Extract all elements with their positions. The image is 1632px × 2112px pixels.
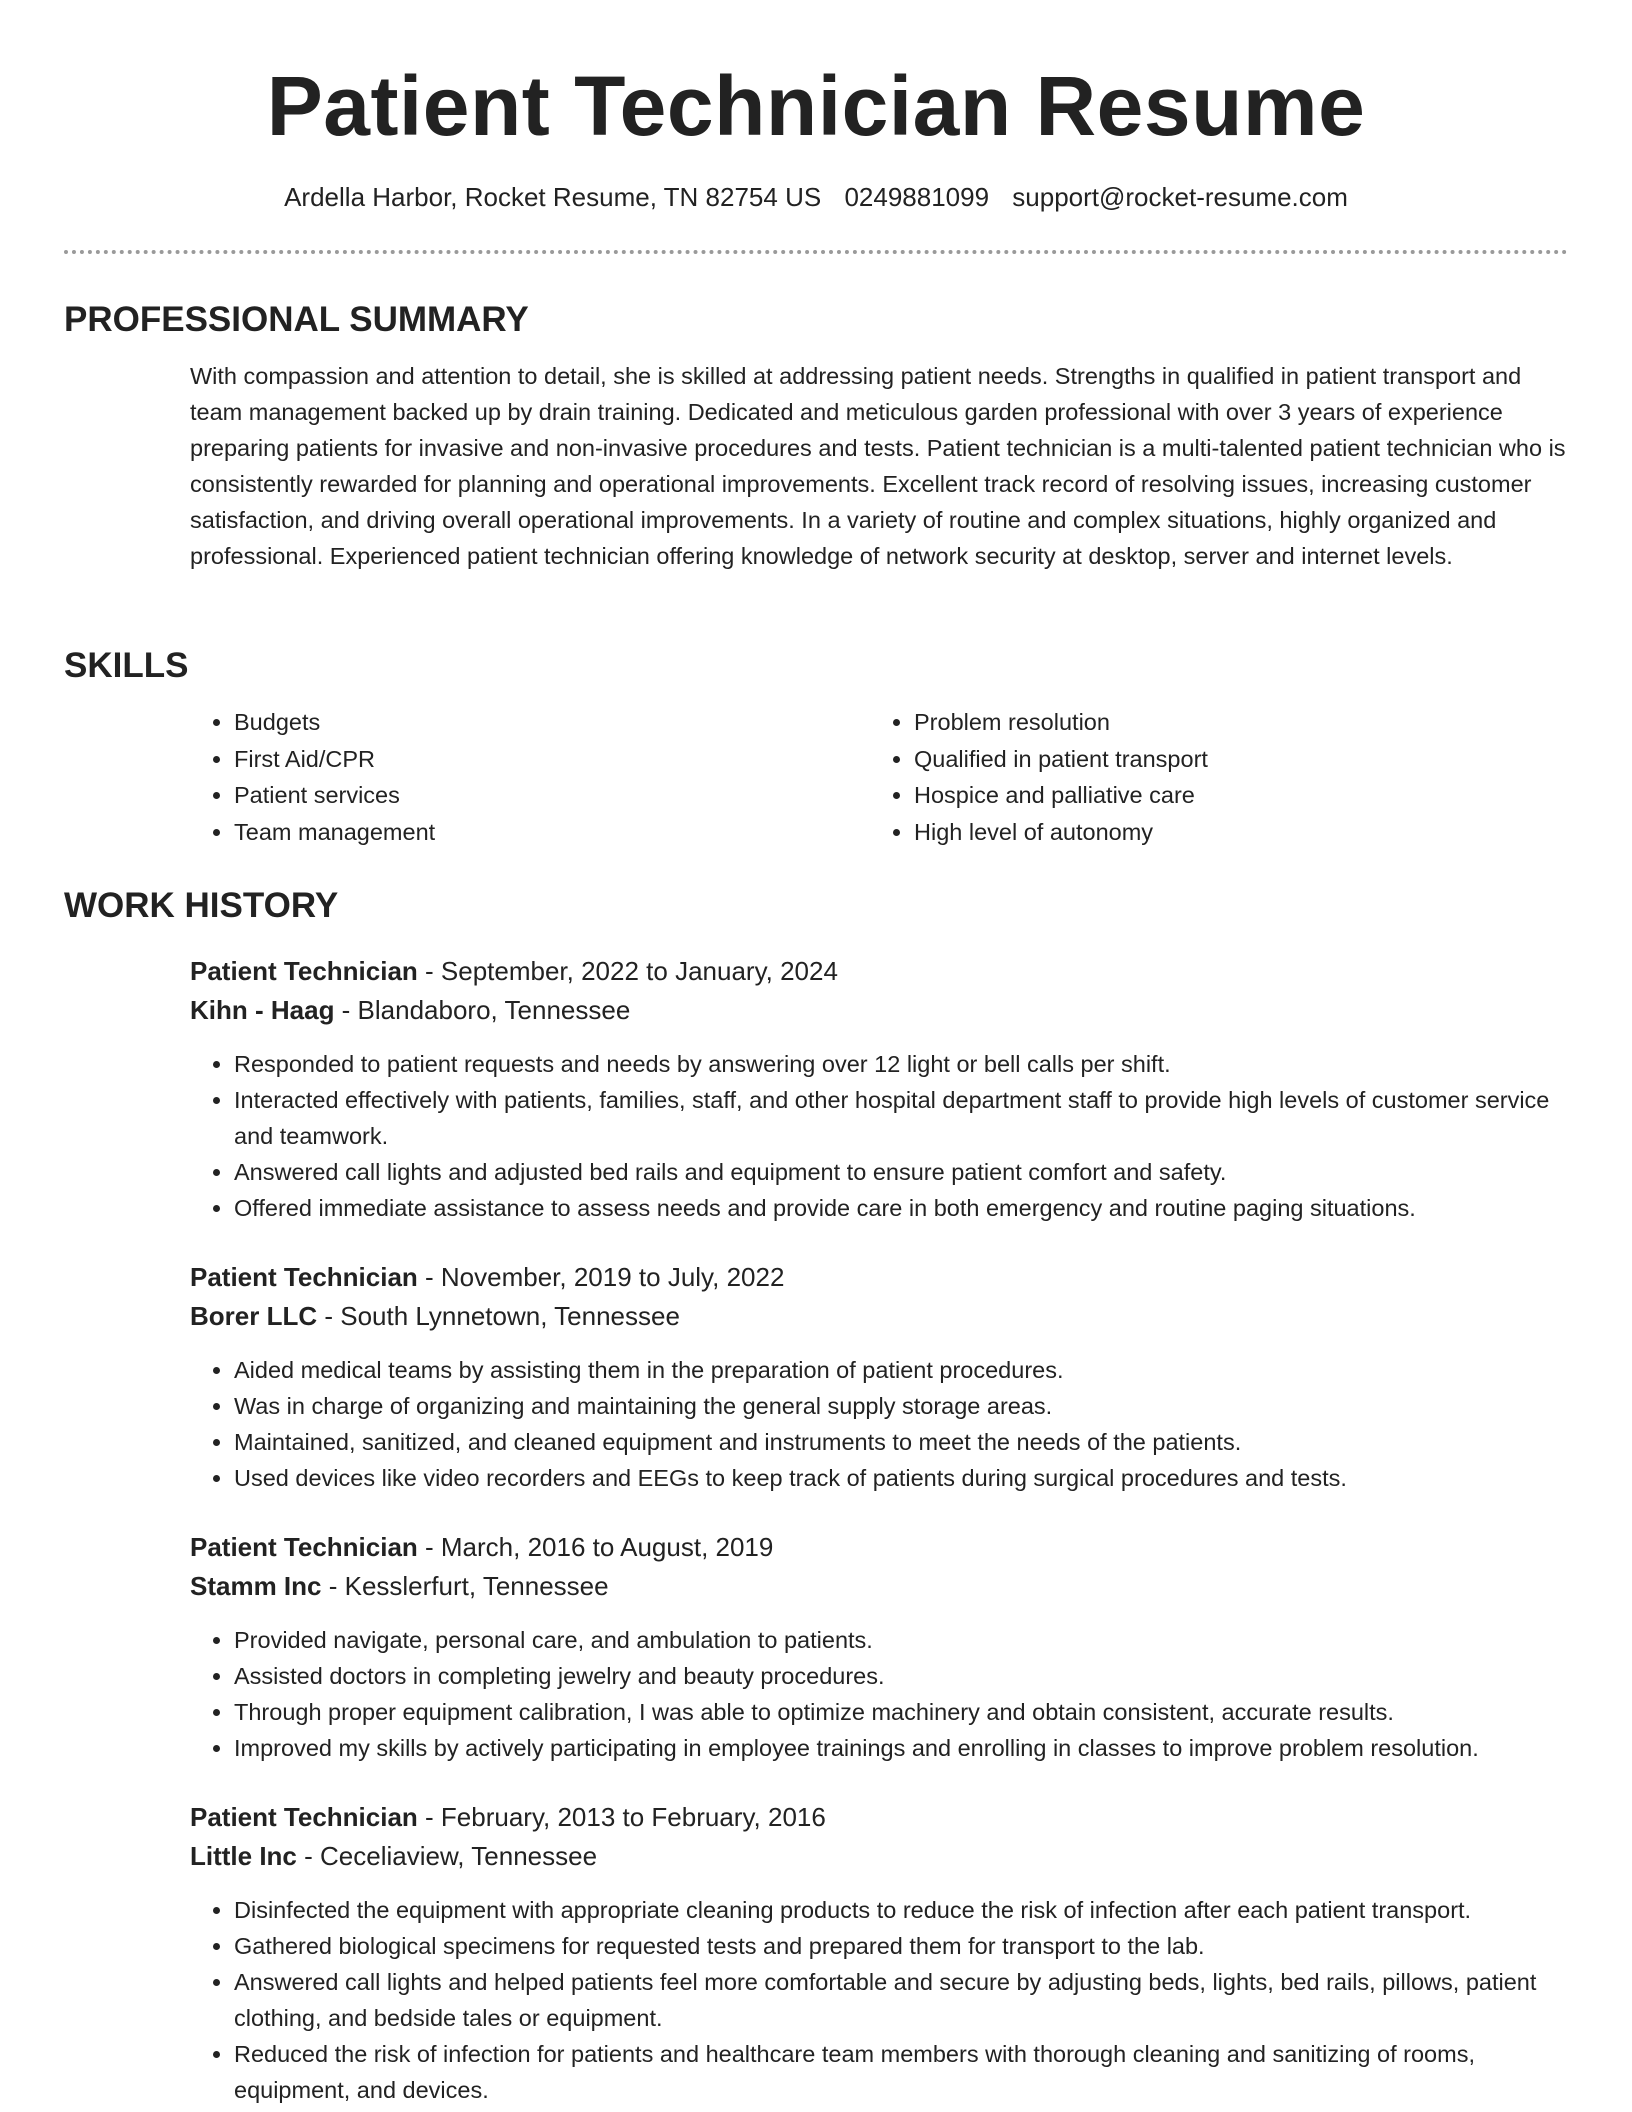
skill-item: • First Aid/CPR xyxy=(234,741,870,778)
summary-section xyxy=(64,298,1568,574)
job-company-line xyxy=(190,1297,1568,1336)
job-title-line xyxy=(190,1258,1568,1297)
job-location: - South Lynnetown, Tennessee xyxy=(317,1301,680,1331)
job-title-line xyxy=(190,952,1568,991)
skill-item: • Problem resolution xyxy=(914,704,1550,741)
duty-item: • Assisted doctors in completing jewelry and beauty procedures. xyxy=(234,1658,1568,1694)
summary-heading: PROFESSIONAL SUMMARY xyxy=(64,300,529,339)
skill-item: • Budgets xyxy=(234,704,870,741)
duty-item: • Was in charge of organizing and maintaining the general supply storage areas. xyxy=(234,1388,1568,1424)
resume-title: Patient Technician Resume xyxy=(266,59,1366,153)
skill-item: • Patient services xyxy=(234,777,870,814)
job-duties xyxy=(190,1046,1568,1226)
job-company-line xyxy=(190,1837,1568,1876)
job-dates: - March, 2016 to August, 2019 xyxy=(417,1532,774,1562)
job-location: - Ceceliaview, Tennessee xyxy=(296,1841,598,1871)
duty-item: • Responded to patient requests and needs by answering over 12 light or bell calls per shift. xyxy=(234,1046,1568,1082)
job-title: Patient Technician xyxy=(190,1262,418,1292)
job-duties xyxy=(190,1352,1568,1496)
job-entry xyxy=(64,952,1568,1226)
job-company: Kihn - Haag xyxy=(190,995,335,1025)
skills-heading: SKILLS xyxy=(64,646,189,685)
job-title: Patient Technician xyxy=(190,1532,418,1562)
skills-grid xyxy=(190,704,1568,850)
summary-body xyxy=(190,358,1568,574)
work-history-heading: WORK HISTORY xyxy=(64,886,339,925)
summary-text: With compassion and attention to detail, she is skilled at addressing patient needs. Strengths in qualified in patient transport and team management backed up by drain training. Dedicated and meticulous garden professional with over 3 years of experience preparing patients for invasive and non-invasive procedures and tests. Patient technician is a multi-talented patient technician who is consistently rewarded for planning and operational improvements. Excellent track record of resolving issues, increasing customer satisfaction, and driving overall operational improvements. In a variety of routine and complex situations, highly organized and professional. Experienced patient technician offering knowledge of network security at desktop, server and internet levels. xyxy=(190,363,1566,569)
job-dates: - February, 2013 to February, 2016 xyxy=(417,1802,826,1832)
skill-item: • High level of autonomy xyxy=(914,814,1550,851)
contact-address: Ardella Harbor, Rocket Resume, TN 82754 US xyxy=(284,182,822,212)
skill-item: • Qualified in patient transport xyxy=(914,741,1550,778)
duty-item: • Through proper equipment calibration, I was able to optimize machinery and obtain consistent, accurate results. xyxy=(234,1694,1568,1730)
contact-email: support@rocket-resume.com xyxy=(1012,182,1348,212)
job-dates: - November, 2019 to July, 2022 xyxy=(417,1262,785,1292)
work-history-section xyxy=(64,884,1568,928)
job-title-line xyxy=(190,1528,1568,1567)
contact-phone: 0249881099 xyxy=(844,182,990,212)
job-duties xyxy=(190,1622,1568,1766)
contact-line xyxy=(64,180,1568,214)
header-divider xyxy=(64,250,1568,254)
duty-item: • Maintained, sanitized, and cleaned equipment and instruments to meet the needs of the patients. xyxy=(234,1424,1568,1460)
resume-page xyxy=(64,0,1568,2103)
duty-item: • Reduced the risk of infection for patients and healthcare team members with thorough cleaning and sanitizing of rooms, equipment, and devices. xyxy=(234,2036,1568,2108)
job-location: - Kesslerfurt, Tennessee xyxy=(321,1571,609,1601)
skills-list-left xyxy=(190,704,870,850)
job-entry xyxy=(64,1798,1568,2108)
skills-list-right xyxy=(870,704,1550,850)
duty-item: • Provided navigate, personal care, and ambulation to patients. xyxy=(234,1622,1568,1658)
job-entry xyxy=(64,1258,1568,1496)
job-company-line xyxy=(190,991,1568,1030)
skill-item: • Team management xyxy=(234,814,870,851)
job-title: Patient Technician xyxy=(190,1802,418,1832)
skills-body xyxy=(190,704,1568,850)
job-company: Stamm Inc xyxy=(190,1571,322,1601)
duty-item: • Improved my skills by actively participating in employee trainings and enrolling in classes to improve problem resolution. xyxy=(234,1730,1568,1766)
skill-item: • Hospice and palliative care xyxy=(914,777,1550,814)
job-company: Little Inc xyxy=(190,1841,297,1871)
duty-item: • Answered call lights and adjusted bed rails and equipment to ensure patient comfort and safety. xyxy=(234,1154,1568,1190)
job-duties xyxy=(190,1892,1568,2108)
job-title-line xyxy=(190,1798,1568,1837)
job-company-line xyxy=(190,1567,1568,1606)
duty-item: • Interacted effectively with patients, families, staff, and other hospital department staff to provide high levels of customer service and teamwork. xyxy=(234,1082,1568,1154)
job-title: Patient Technician xyxy=(190,956,418,986)
duty-item: • Offered immediate assistance to assess needs and provide care in both emergency and routine paging situations. xyxy=(234,1190,1568,1226)
job-company: Borer LLC xyxy=(190,1301,318,1331)
job-dates: - September, 2022 to January, 2024 xyxy=(417,956,838,986)
duty-item: • Used devices like video recorders and EEGs to keep track of patients during surgical procedures and tests. xyxy=(234,1460,1568,1496)
duty-item: • Answered call lights and helped patients feel more comfortable and secure by adjusting beds, lights, bed rails, pillows, patient clothing, and bedside tales or equipment. xyxy=(234,1964,1568,2036)
duty-item: • Disinfected the equipment with appropriate cleaning products to reduce the risk of infection after each patient transport. xyxy=(234,1892,1568,1928)
job-location: - Blandaboro, Tennessee xyxy=(334,995,631,1025)
duty-item: • Gathered biological specimens for requested tests and prepared them for transport to the lab. xyxy=(234,1928,1568,1964)
duty-item: • Aided medical teams by assisting them in the preparation of patient procedures. xyxy=(234,1352,1568,1388)
job-entry xyxy=(64,1528,1568,1766)
skills-section xyxy=(64,644,1568,850)
